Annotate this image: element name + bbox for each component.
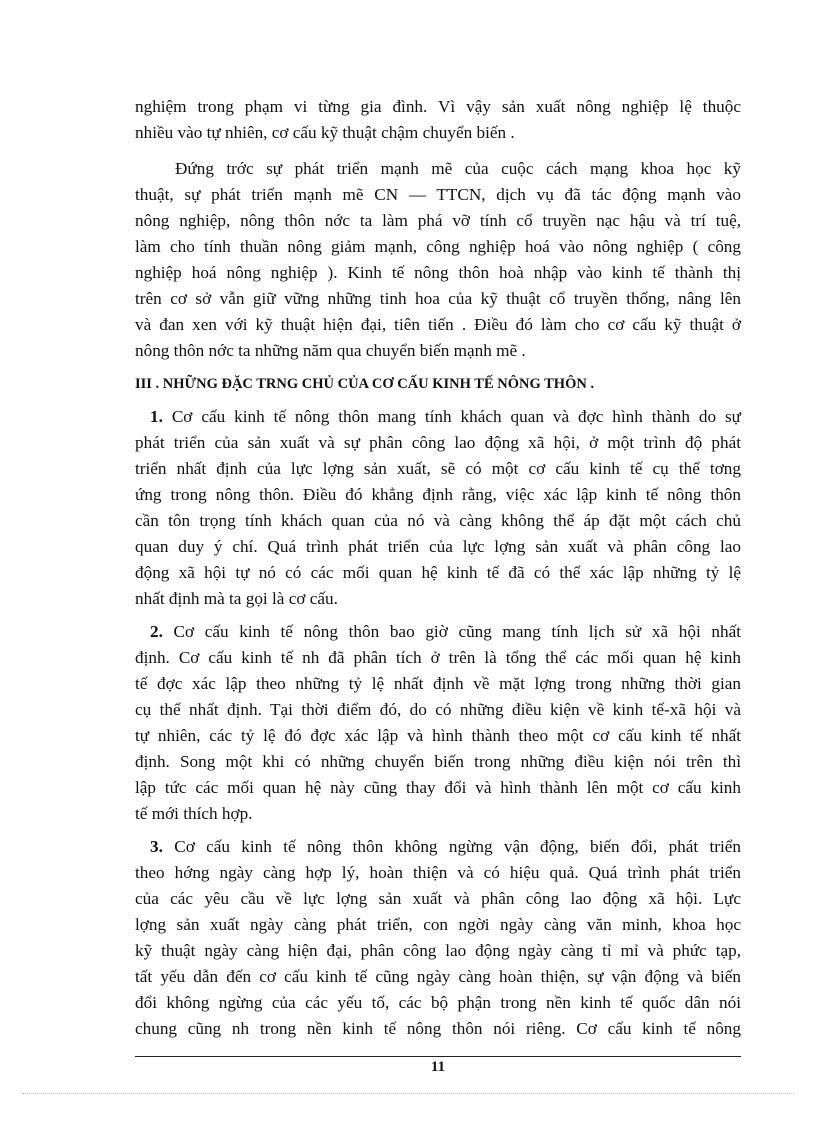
text-line: lập tức các mối quan hệ này cũng thay đổi và hình thành lên một cơ cấu kinh — [135, 778, 741, 797]
text-line: tất yếu dẫn đến cơ cấu kinh tế cũng ngày càng hoàn thiện, sự vận động và biến — [135, 967, 741, 986]
text-line: nghiệm trong phạm vi từng gia đình. Vì vậy sản xuất nông nghiệp lệ thuộc — [135, 97, 741, 116]
text-line: ứng trong nông thôn. Điều đó khẳng định rằng, việc xác lập kinh tế nông thôn — [135, 485, 741, 504]
text-line: định. Song một khi có những chuyển biến trong những điều kiện nói trên thì — [135, 752, 741, 771]
text-line: theo hớng ngày càng hợp lý, hoàn thiện và có hiệu quả. Quá trình phát triển — [135, 863, 741, 882]
text-line: quan duy ý chí. Quá trình phát triển của lực lợng sản xuất và phân công lao — [135, 537, 741, 556]
text-line: nông nghiệp, nông thôn nớc ta làm phá vỡ tính cổ truyền nạc hậu và trí tuệ, — [135, 211, 741, 230]
text-line: kỹ thuật ngày càng hiện đại, phân công lao động ngày càng tỉ mỉ và phức tạp, — [135, 941, 741, 960]
text-line: trên cơ sở vẫn giữ vững những tinh hoa của kỹ thuật cổ truyền thống, nâng lên — [135, 289, 741, 308]
text-line: tế mới thích hợp. — [135, 804, 253, 823]
item-text: Cơ cấu kinh tế nông thôn bao giờ cũng mang tính lịch sử xã hội nhất — [162, 622, 741, 641]
text-line: tế đợc xác lập theo những tỷ lệ nhất định về mặt lợng trong những thời gian — [135, 674, 741, 693]
list-item-first-line — [150, 619, 741, 645]
text-line: cụ thể nhất định. Tại thời điểm đó, do có những điều kiện về kinh tế-xã hội và — [135, 700, 741, 719]
text-line: chung cũng nh trong nền kinh tế nông thôn nói riêng. Cơ cấu kinh tế nông — [135, 1019, 741, 1038]
item-number: 1. — [150, 407, 163, 426]
item-text: Cơ cấu kinh tế nông thôn không ngừng vận động, biến đổi, phát triển — [162, 837, 741, 856]
text-line: Đứng trớc sự phát triển mạnh mẽ của cuộc cách mạng khoa học kỹ — [175, 159, 741, 178]
text-line: động xã hội tự nó có các mối quan hệ kinh tế đã có thể xác lập những tỷ lệ — [135, 563, 741, 582]
item-number: 3. — [150, 837, 163, 856]
text-line: và đan xen với kỹ thuật hiện đại, tiên tiến . Điều đó làm cho cơ cấu kỹ thuật ở — [135, 315, 741, 334]
footer-rule — [135, 1056, 741, 1057]
text-line: triển nhất định của lực lợng sản xuất, sẽ có một cơ cấu kinh tế cụ thể tơng — [135, 459, 741, 478]
item-number: 2. — [150, 622, 163, 641]
text-line: định. Cơ cấu kinh tế nh đã phân tích ở trên là tổng thể các mối quan hệ kinh — [135, 648, 741, 667]
text-line: đổi không ngừng của các yếu tố, các bộ phận trong nền kinh tế quốc dân nói — [135, 993, 741, 1012]
text-line: tự nhiên, các tỷ lệ đó đợc xác lập và hình thành theo một cơ cấu kinh tế nhất — [135, 726, 741, 745]
text-line: nhiều vào tự nhiên, cơ cấu kỹ thuật chậm chuyển biến . — [135, 123, 515, 142]
text-line: của các yêu cầu về lực lợng sản xuất và phân công lao động xã hội. Lực — [135, 889, 741, 908]
text-line: thuật, sự phát triển mạnh mẽ CN — TTCN, dịch vụ đã tác động mạnh vào — [135, 185, 741, 204]
section-heading: III . NHỮNG ĐẶC TRNG CHỦ CỦA CƠ CẤU KINH TẾ NÔNG THÔN . — [135, 376, 595, 392]
page-border-dotted — [22, 1093, 794, 1094]
list-item-first-line — [150, 834, 741, 860]
list-item-first-line — [150, 404, 741, 430]
text-line: phát triển của sản xuất và sự phân công lao động xã hội, ở một trình độ phát — [135, 433, 741, 452]
text-line: nghiệp hoá nông nghiệp ). Kinh tế nông thôn hoà nhập vào kinh tế thành thị — [135, 263, 741, 282]
text-line: nhất định mà ta gọi là cơ cấu. — [135, 589, 338, 608]
text-line: cần tôn trọng tính khách quan của nó và càng không thể áp đặt một cách chủ — [135, 511, 741, 530]
text-line: lợng sản xuất ngày càng phát triển, con ngời ngày càng văn minh, khoa học — [135, 915, 741, 934]
text-line: nông thôn nớc ta những năm qua chuyển biến mạnh mẽ . — [135, 341, 526, 360]
page-number: 11 — [430, 1059, 446, 1075]
text-line: làm cho tính thuần nông giảm mạnh, công nghiệp hoá vào nông nghiệp ( công — [135, 237, 741, 256]
item-text: Cơ cấu kinh tế nông thôn mang tính khách quan và đợc hình thành do sự — [162, 407, 741, 426]
